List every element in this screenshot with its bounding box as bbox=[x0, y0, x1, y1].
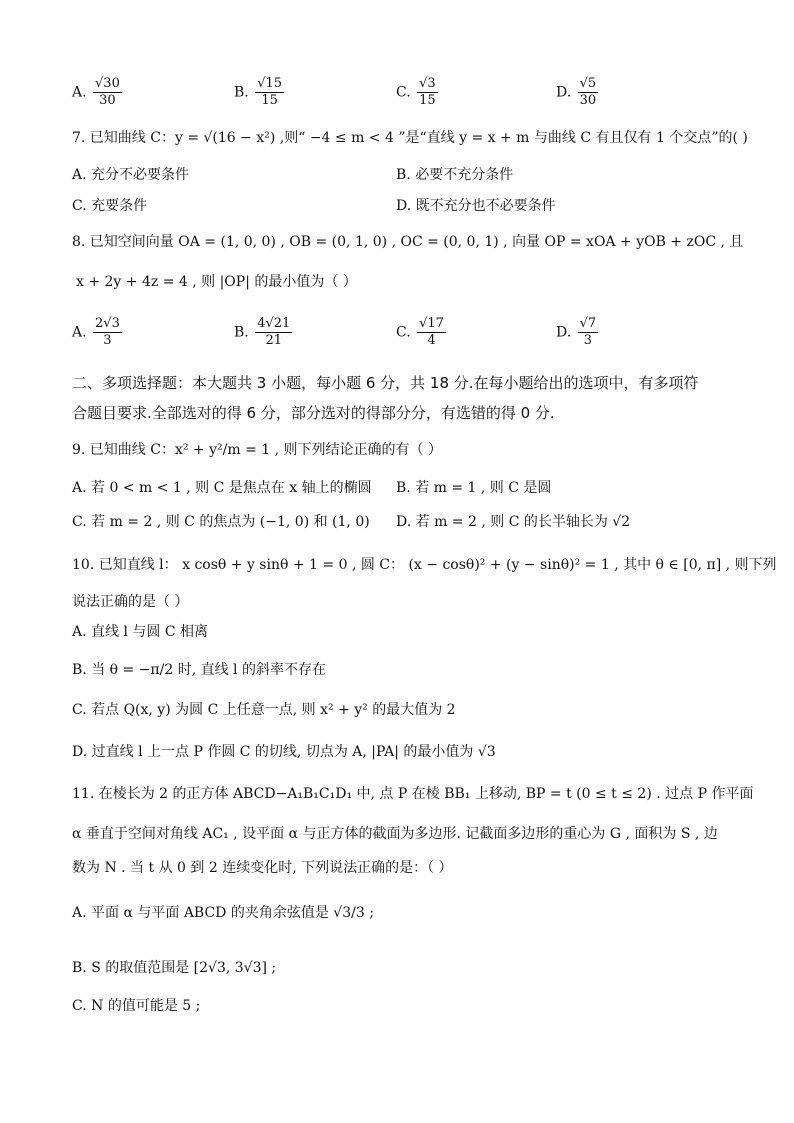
section2-line1: 二、多项选择题：本大题共 3 小题，每小题 6 分，共 18 分.在每小题给出的选项中，有多项符 bbox=[72, 374, 699, 392]
q8-option-d: D. $\frac{√7}{3}$ bbox=[556, 316, 597, 348]
q7-option-c: C. 充要条件 bbox=[72, 198, 148, 214]
q10-option-c: C. 若点 Q(x, y) 为圆 C 上任意一点, 则 x² + y² 的最大值为 2 bbox=[72, 702, 456, 718]
q11-option-c: C. N 的值可能是 5 ; bbox=[72, 998, 201, 1014]
q9-option-a: A. 若 0 < m < 1 , 则 C 是焦点在 x 轴上的椭圆 bbox=[72, 480, 372, 496]
q10-stem-line1: 10. 已知直线 l： x cosθ + y sinθ + 1 = 0 , 圆 C： (x − cosθ)² + (y − sinθ)² = 1 , 其中 θ ∈ [0, π] , 则下列 bbox=[72, 557, 777, 573]
q9-option-b: B. 若 m = 1 , 则 C 是圆 bbox=[396, 480, 552, 496]
q11-option-a: A. 平面 α 与平面 ABCD 的夹角余弦值是 √3/3 ; bbox=[72, 905, 374, 921]
q9-stem: 9. 已知曲线 C：x² + y²/m = 1 , 则下列结论正确的有（ ） bbox=[72, 442, 442, 458]
q9-option-c: C. 若 m = 2 , 则 C 的焦点为 (−1, 0) 和 (1, 0) bbox=[72, 514, 370, 530]
q10-option-d: D. 过直线 l 上一点 P 作圆 C 的切线, 切点为 A, |PA| 的最小值为 √3 bbox=[72, 744, 496, 760]
q8-option-a: A. $\frac{2√3}{3}$ bbox=[72, 316, 120, 348]
q6-option-a: A. $\frac{√30}{30}$ bbox=[72, 76, 120, 108]
q10-option-a: A. 直线 l 与圆 C 相离 bbox=[72, 624, 209, 640]
q8-stem-line1: 8. 已知空间向量 OA = (1, 0, 0) , OB = (0, 1, 0) , OC = (0, 0, 1) , 向量 OP = xOA + yOB + zOC , 且 bbox=[72, 234, 744, 250]
q11-stem-line2: α 垂直于空间对角线 AC₁ , 设平面 α 与正方体的截面为多边形. 记截面多边形的重心为 G , 面积为 S , 边 bbox=[72, 826, 718, 842]
q11-option-b: B. S 的取值范围是 [2√3, 3√3] ; bbox=[72, 960, 277, 976]
q8-stem-line2: x + 2y + 4z = 4 , 则 |OP| 的最小值为（ ） bbox=[76, 274, 357, 290]
q11-stem-line3: 数为 N . 当 t 从 0 到 2 连续变化时, 下列说法正确的是：（ ） bbox=[72, 860, 453, 876]
q6-option-b: B. $\frac{√15}{15}$ bbox=[234, 76, 283, 108]
q8-option-b: B. $\frac{4√21}{21}$ bbox=[234, 316, 291, 348]
q6-option-c: C. $\frac{√3}{15}$ bbox=[396, 76, 436, 108]
q11-stem-line1: 11. 在棱长为 2 的正方体 ABCD−A₁B₁C₁D₁ 中, 点 P 在棱 BB₁ 上移动, BP = t (0 ≤ t ≤ 2) . 过点 P 作平面 bbox=[72, 786, 754, 802]
q9-option-d: D. 若 m = 2 , 则 C 的长半轴长为 √2 bbox=[396, 514, 631, 530]
q7-option-b: B. 必要不充分条件 bbox=[396, 167, 514, 183]
q10-stem-line2: 说法正确的是（ ） bbox=[72, 594, 189, 610]
q8-option-c: C. $\frac{√17}{4}$ bbox=[396, 316, 444, 348]
q7-option-d: D. 既不充分也不必要条件 bbox=[396, 198, 556, 214]
q7-option-a: A. 充分不必要条件 bbox=[72, 167, 190, 183]
q7-stem: 7. 已知曲线 C：y = √(16 − x²) ,则“ −4 ≤ m < 4 ”是“直线 y = x + m 与曲线 C 有且仅有 1 个交点”的( ) bbox=[72, 130, 748, 146]
q6-option-d: D. $\frac{√5}{30}$ bbox=[556, 76, 597, 108]
q10-option-b: B. 当 θ = −π/2 时, 直线 l 的斜率不存在 bbox=[72, 662, 326, 678]
section2-line2: 合题目要求.全部选对的得 6 分，部分选对的得部分分，有选错的得 0 分. bbox=[72, 404, 555, 422]
